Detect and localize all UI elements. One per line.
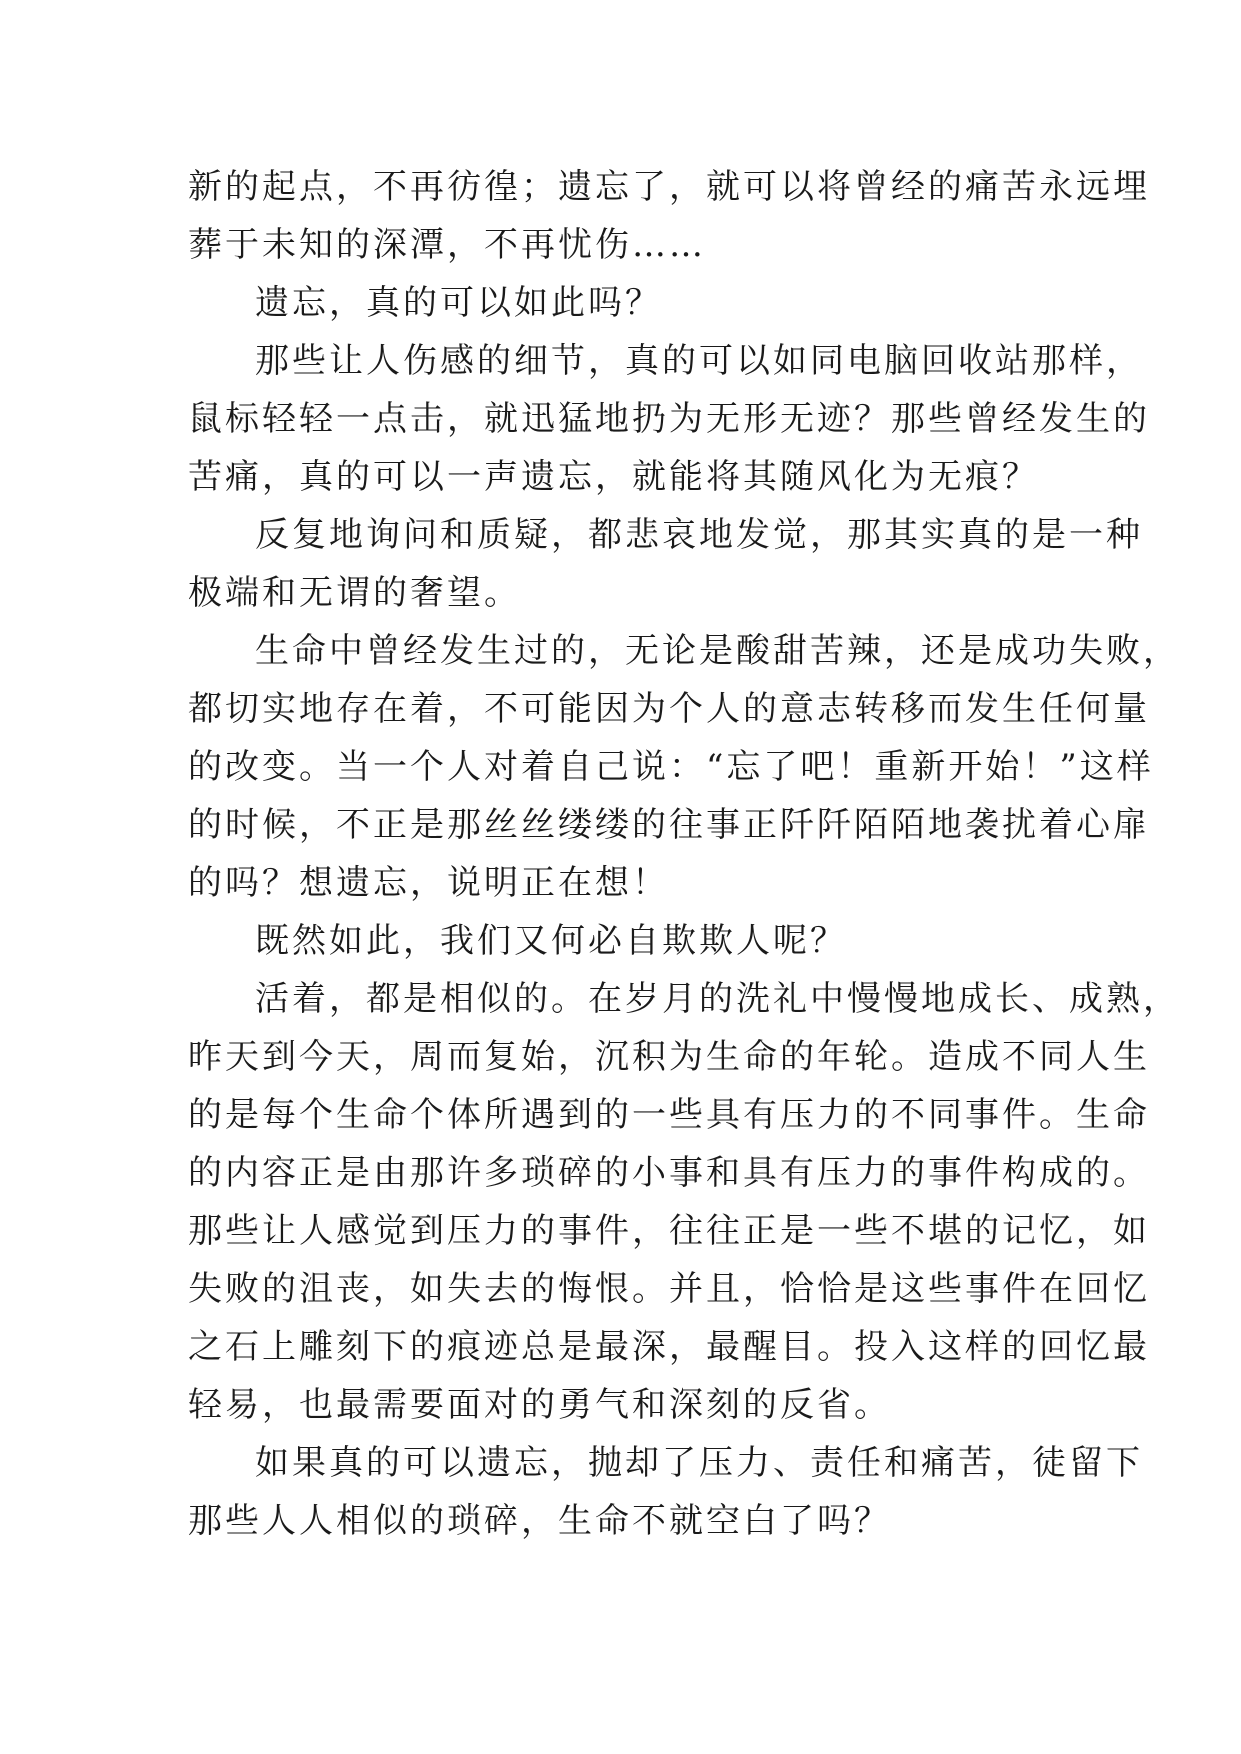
text-line: 的吗？想遗忘，说明正在想！ (188, 863, 669, 903)
text-line: 苦痛，真的可以一声遗忘，就能将其随风化为无痕？ (188, 457, 1039, 497)
text-line: 极端和无谓的奢望。 (188, 573, 521, 613)
paragraph-start-line: 如果真的可以遗忘，抛却了压力、责任和痛苦，徒留下 (255, 1443, 1143, 1483)
paragraph-start-line: 遗忘，真的可以如此吗？ (255, 283, 662, 323)
text-line: 葬于未知的深潭，不再忧伤…… (188, 225, 706, 265)
text-line: 的内容正是由那许多琐碎的小事和具有压力的事件构成的。 (188, 1153, 1150, 1193)
text-line: 都切实地存在着，不可能因为个人的意志转移而发生任何量 (188, 689, 1150, 729)
text-line: 新的起点，不再彷徨；遗忘了，就可以将曾经的痛苦永远埋 (188, 167, 1150, 207)
paragraph-start-line: 生命中曾经发生过的，无论是酸甜苦辣，还是成功失败， (255, 631, 1180, 671)
paragraph-start-line: 活着，都是相似的。在岁月的洗礼中慢慢地成长、成熟， (255, 979, 1180, 1019)
essay-body (188, 158, 1180, 1550)
text-line: 昨天到今天，周而复始，沉积为生命的年轮。造成不同人生 (188, 1037, 1150, 1077)
text-line: 的时候，不正是那丝丝缕缕的往事正阡阡陌陌地袭扰着心扉 (188, 805, 1150, 845)
text-line: 的是每个生命个体所遇到的一些具有压力的不同事件。生命 (188, 1095, 1150, 1135)
text-line: 的改变。当一个人对着自己说：“忘了吧！重新开始！”这样 (188, 747, 1154, 787)
text-line: 轻易，也最需要面对的勇气和深刻的反省。 (188, 1385, 891, 1425)
text-line: 鼠标轻轻一点击，就迅猛地扔为无形无迹？那些曾经发生的 (188, 399, 1150, 439)
text-line: 那些人人相似的琐碎，生命不就空白了吗？ (188, 1501, 891, 1541)
text-line: 之石上雕刻下的痕迹总是最深，最醒目。投入这样的回忆最 (188, 1327, 1150, 1367)
text-line: 失败的沮丧，如失去的悔恨。并且，恰恰是这些事件在回忆 (188, 1269, 1150, 1309)
paragraph-start-line: 反复地询问和质疑，都悲哀地发觉，那其实真的是一种 (255, 515, 1143, 555)
paragraph-start-line: 既然如此，我们又何必自欺欺人呢？ (255, 921, 847, 961)
paragraph-start-line: 那些让人伤感的细节，真的可以如同电脑回收站那样， (255, 341, 1143, 381)
text-line: 那些让人感觉到压力的事件，往往正是一些不堪的记忆，如 (188, 1211, 1150, 1251)
